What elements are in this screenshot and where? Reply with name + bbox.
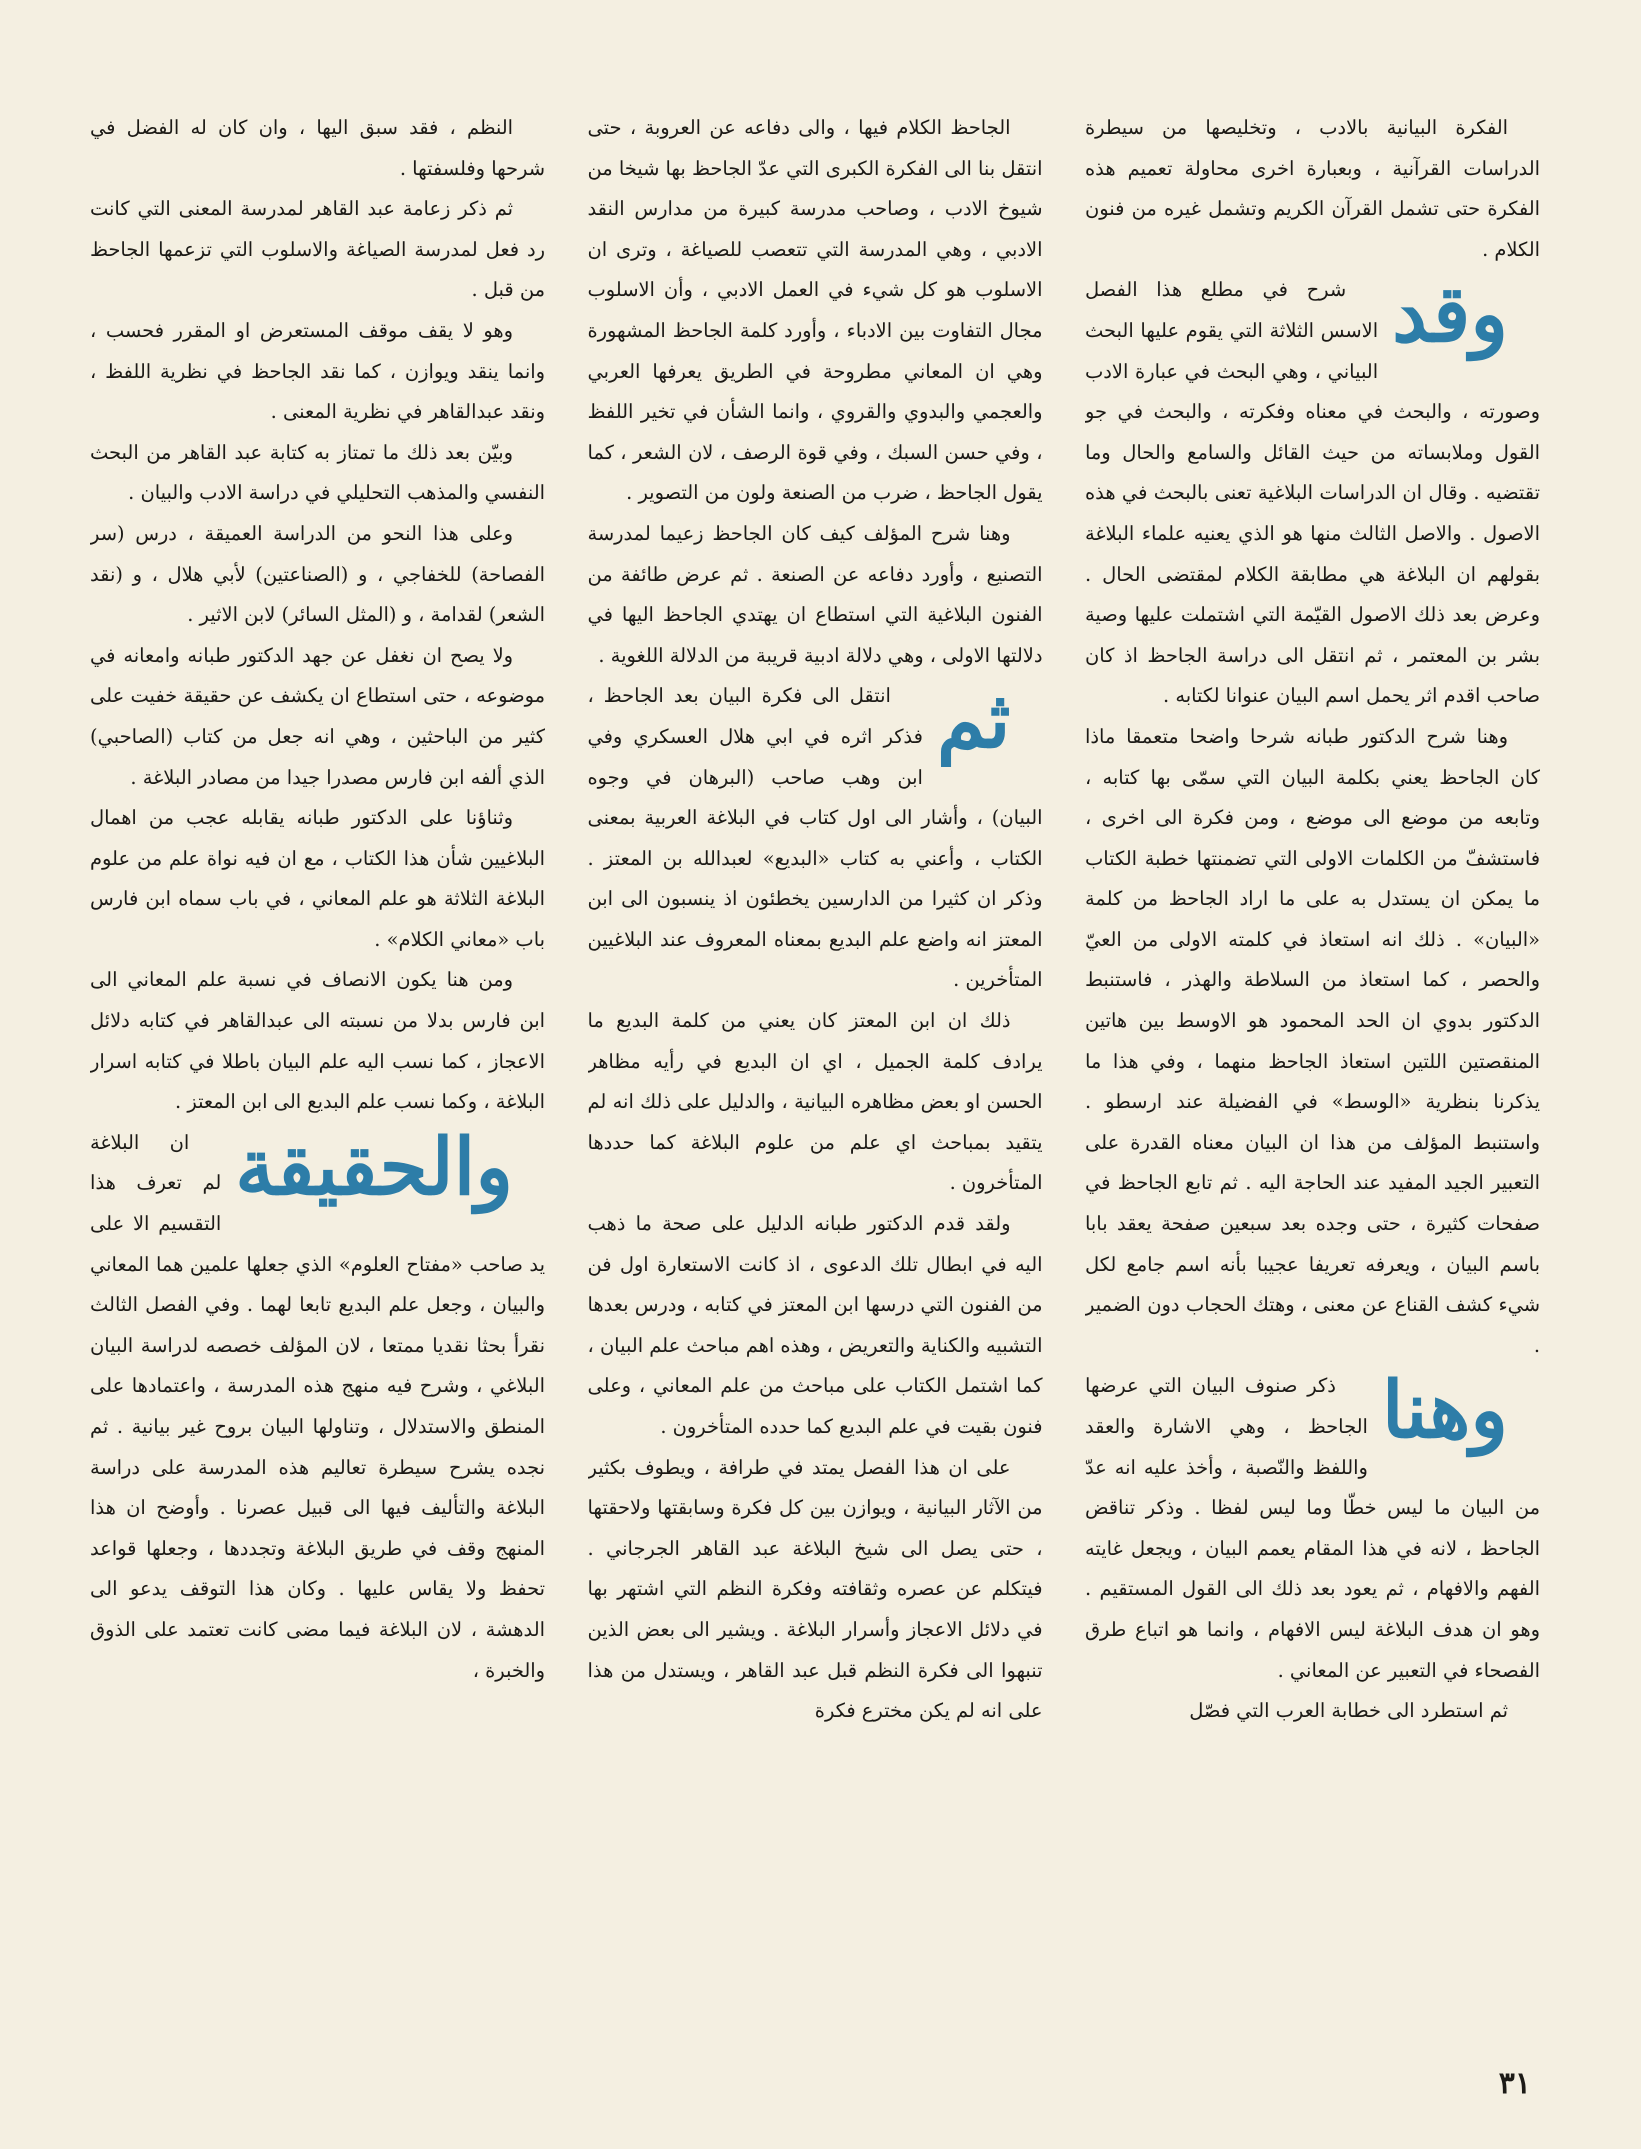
dropcap-word: وهنا [1381, 1365, 1508, 1457]
paragraph: ذلك ان ابن المعتز كان يعني من كلمة البديع ما يرادف كلمة الجميل ، اي ان البديع في رأيه مظاهر الحسن او بعض مظاهره البيانية ، والدليل على ذلك انه لم يتقيد بمباحث اي علم من علوم البلاغة كما حددها المتأخرون . [587, 1009, 1043, 1195]
page-number: ٣١ [1498, 2066, 1531, 2101]
paragraph: على ان هذا الفصل يمتد في طرافة ، ويطوف بكثير من الآثار البيانية ، ويوازن بين كل فكرة وسابقتها ولاحقتها ، حتى يصل الى شيخ البلاغة عبد القاهر الجرجاني . فيتكلم عن عصره وثقافته وفكرة النظم التي اشتهر بها في دلائل الاعجاز وأسرار البلاغة . ويشير الى بعض الذين تنبهوا الى فكرة النظم قبل عبد القاهر ، ويستدل من هذا على انه لم يكن مخترع فكرة [587, 1455, 1043, 1723]
column-right [1085, 108, 1540, 2013]
paragraph: وبيّن بعد ذلك ما تمتاز به كتابة عبد القاهر من البحث النفسي والمذهب التحليلي في دراسة الادب والبيان . [90, 440, 545, 505]
paragraph: ومن هنا يكون الانصاف في نسبة علم المعاني الى ابن فارس بدلا من نسبته الى عبدالقاهر في كتابه دلائل الاعجاز ، كما نسب اليه علم البيان باطلا في كتابه اسرار البلاغة ، وكما نسب علم البديع الى ابن المعتز . [90, 968, 545, 1114]
dropcap-word: وقد [1392, 269, 1508, 361]
paragraph: وهنا شرح المؤلف كيف كان الجاحظ زعيما لمدرسة التصنيع ، وأورد دفاعه عن الصنعة . ثم عرض طائفة من الفنون البلاغية التي استطاع ان يهتدي الجاحظ اليها في دلالتها الاولى ، وهي دلالة ادبية قريبة من الدلالة اللغوية . [587, 521, 1043, 667]
paragraph-text: ان البلاغة لم تعرف هذا التقسيم الا على يد صاحب «مفتاح العلوم» الذي جعلها علمين هما المعاني والبيان ، وجعل علم البديع تابعا لهما . وفي الفصل الثالث نقرأ بحثا نقديا ممتعا ، لان المؤلف خصصه لدراسة البيان البلاغي ، وشرح فيه منهج هذه المدرسة ، واعتمادها على المنطق والاستدلال ، وتناولها البيان بروح غير بيانية . ثم نجده يشرح سيطرة تعاليم هذه المدرسة على دراسة البلاغة والتأليف فيها الى قبيل عصرنا . وأوضح ان هذا المنهج وقف في طريق البلاغة وتجددها ، وجعلها قواعد تحفظ ولا يقاس عليها . وكان هذا التوقف يدعو الى الدهشة ، لان البلاغة فيما مضى كانت تعتمد على الذوق والخبرة ، [90, 1130, 545, 1682]
paragraph: وهنا شرح الدكتور طبانه شرحا واضحا متعمقا ماذا كان الجاحظ يعني بكلمة البيان التي سمّى بها كتابه ، وتابعه من موضع الى موضع ، ومن فكرة الى اخرى ، فاستشفّ من الكلمات الاولى التي تضمنتها خطبة الكتاب ما يمكن ان يستدل به على ما اراد الجاحظ من كلمة «البيان» . ذلك انه استعاذ في كلمته الاولى من العيّ والحصر ، كما استعاذ من السلاطة والهذر ، فاستنبط الدكتور بدوي ان الحد المحمود هو الاوسط بين هاتين المنقصتين اللتين استعاذ الجاحظ منهما ، وفي هذا ما يذكرنا بنظرية «الوسط» في الفضيلة عند ارسطو . واستنبط المؤلف من هذا ان البيان معناه القدرة على التعبير الجيد المفيد عند الحاجة اليه . ثم تابع الجاحظ في صفحات كثيرة ، حتى وجده بعد سبعين صفحة يعقد بابا باسم البيان ، ويعرفه تعريفا عجيبا بأنه اسم جامع لكل شيء كشف القناع عن معنى ، وهتك الحجاب دون الضمير . [1085, 724, 1540, 1357]
dropcap-word: والحقيقة [235, 1121, 513, 1213]
paragraph-text: شرح في مطلع هذا الفصل الاسس الثلاثة التي يقوم عليها البحث البياني ، وهي البحث في عبارة الادب وصورته ، والبحث في معناه وفكرته ، والبحث في جو القول وملابساته من حيث القائل والسامع والحال وما تقتضيه . وقال ان الدراسات البلاغية تعنى بالبحث في هذه الاصول . والاصل الثالث منها هو الذي يعنيه علماء البلاغة بقولهم ان البلاغة هي مطابقة الكلام لمقتضى الحال . وعرض بعد ذلك الاصول القيّمة التي اشتملت عليها وصية بشر بن المعتمر ، ثم انتقل الى دراسة الجاحظ اذ كان صاحب اقدم اثر يحمل اسم البيان عنوانا لكتابه . [1085, 278, 1540, 708]
paragraph: وعلى هذا النحو من الدراسة العميقة ، درس (سر الفصاحة) للخفاجي ، و (الصناعتين) لأبي هلال ، و (نقد الشعر) لقدامة ، و (المثل السائر) لابن الاثير . [90, 521, 545, 627]
paragraph [90, 1123, 545, 1691]
paragraph [1085, 1366, 1540, 1691]
paragraph: ثم ذكر زعامة عبد القاهر لمدرسة المعنى التي كانت رد فعل لمدرسة الصياغة والاسلوب التي تزعمها الجاحظ من قبل . [90, 197, 545, 302]
paragraph [588, 676, 1043, 1001]
paragraph [1085, 270, 1540, 717]
column-left [90, 108, 545, 2013]
paragraph: ثم استطرد الى خطابة العرب التي فصّل [1189, 1699, 1508, 1723]
paragraph: النظم ، فقد سبق اليها ، وان كان له الفضل في شرحها وفلسفتها . [90, 116, 545, 180]
column-middle [588, 108, 1043, 2013]
paragraph: الفكرة البيانية بالادب ، وتخليصها من سيطرة الدراسات القرآنية ، وبعبارة اخرى محاولة تعميم هذه الفكرة حتى تشمل القرآن الكريم وتشمل غيره من فنون الكلام . [1085, 116, 1540, 261]
paragraph: وهو لا يقف موقف المستعرض او المقرر فحسب ، وانما ينقد ويوازن ، كما نقد الجاحظ في نظرية اللفظ ، ونقد عبدالقاهر في نظرية المعنى . [90, 318, 545, 424]
paragraph: وثناؤنا على الدكتور طبانه يقابله عجب من اهمال البلاغيين شأن هذا الكتاب ، مع ان فيه نواة علم من علوم البلاغة الثلاثة هو علم المعاني ، في باب سماه ابن فارس باب «معاني الكلام» . [90, 806, 545, 951]
paragraph: ولا يصح ان نغفل عن جهد الدكتور طبانه وامعانه في موضوعه ، حتى استطاع ان يكشف عن حقيقة خفيت على كثير من الباحثين ، وهي انه جعل من كتاب (الصاحبي) الذي ألفه ابن فارس مصدرا جيدا من مصادر البلاغة . [90, 643, 545, 789]
paragraph-text: انتقل الى فكرة البيان بعد الجاحظ ، فذكر اثره في ابي هلال العسكري وفي ابن وهب صاحب (البرهان في وجوه البيان) ، وأشار الى اول كتاب في البلاغة العربية بمعنى الكتاب ، وأعني به كتاب «البديع» لعبدالله بن المعتز . وذكر ان كثيرا من الدارسين يخطئون اذ ينسبون الى ابن المعتز انه واضع علم البديع بمعناه المعروف عند البلاغيين المتأخرين . [587, 684, 1043, 992]
paragraph: الجاحظ الكلام فيها ، والى دفاعه عن العروبة ، حتى انتقل بنا الى الفكرة الكبرى التي عدّ الجاحظ بها شيخا من شيوخ الادب ، وصاحب مدرسة كبيرة من مدارس النقد الادبي ، وهي المدرسة التي تتعصب للصياغة ، وترى ان الاسلوب هو كل شيء في العمل الادبي ، وأن الاسلوب مجال التفاوت بين الادباء ، وأورد كلمة الجاحظ المشهورة وهي ان المعاني مطروحة في الطريق يعرفها العربي والعجمي والبدوي والقروي ، وانما الشأن في تخير اللفظ ، وفي حسن السبك ، وفي قوة الرصف ، لان الشعر ، كما يقول الجاحظ ، ضرب من الصنعة ولون من التصوير . [587, 116, 1043, 505]
paragraph: ولقد قدم الدكتور طبانه الدليل على صحة ما ذهب اليه في ابطال تلك الدعوى ، اذ كانت الاستعارة اول فن من الفنون التي درسها ابن المعتز في كتابه ، ودرس بعدها التشبيه والكناية والتعريض ، وهذه اهم مباحث علم البيان ، كما اشتمل الكتاب على مباحث من علم المعاني ، وعلى فنون بقيت في علم البديع كما حدده المتأخرون . [587, 1212, 1043, 1438]
dropcap-word: ثم [936, 675, 1011, 767]
paragraph-text: ذكر صنوف البيان التي عرضها الجاحظ ، وهي الاشارة والعقد واللفظ والنّصبة ، وأخذ عليه انه عدّ من البيان ما ليس خطّا وما ليس لفظا . وذكر تناقض الجاحظ ، لانه في هذا المقام يعمم البيان ، ويجعل غايته الفهم والافهام ، ثم يعود بعد ذلك الى القول المستقيم . وهو ان هدف البلاغة ليس الافهام ، وانما هو اتباع طرق الفصحاء في التعبير عن المعاني . [1085, 1374, 1540, 1682]
text-columns [90, 108, 1540, 2013]
